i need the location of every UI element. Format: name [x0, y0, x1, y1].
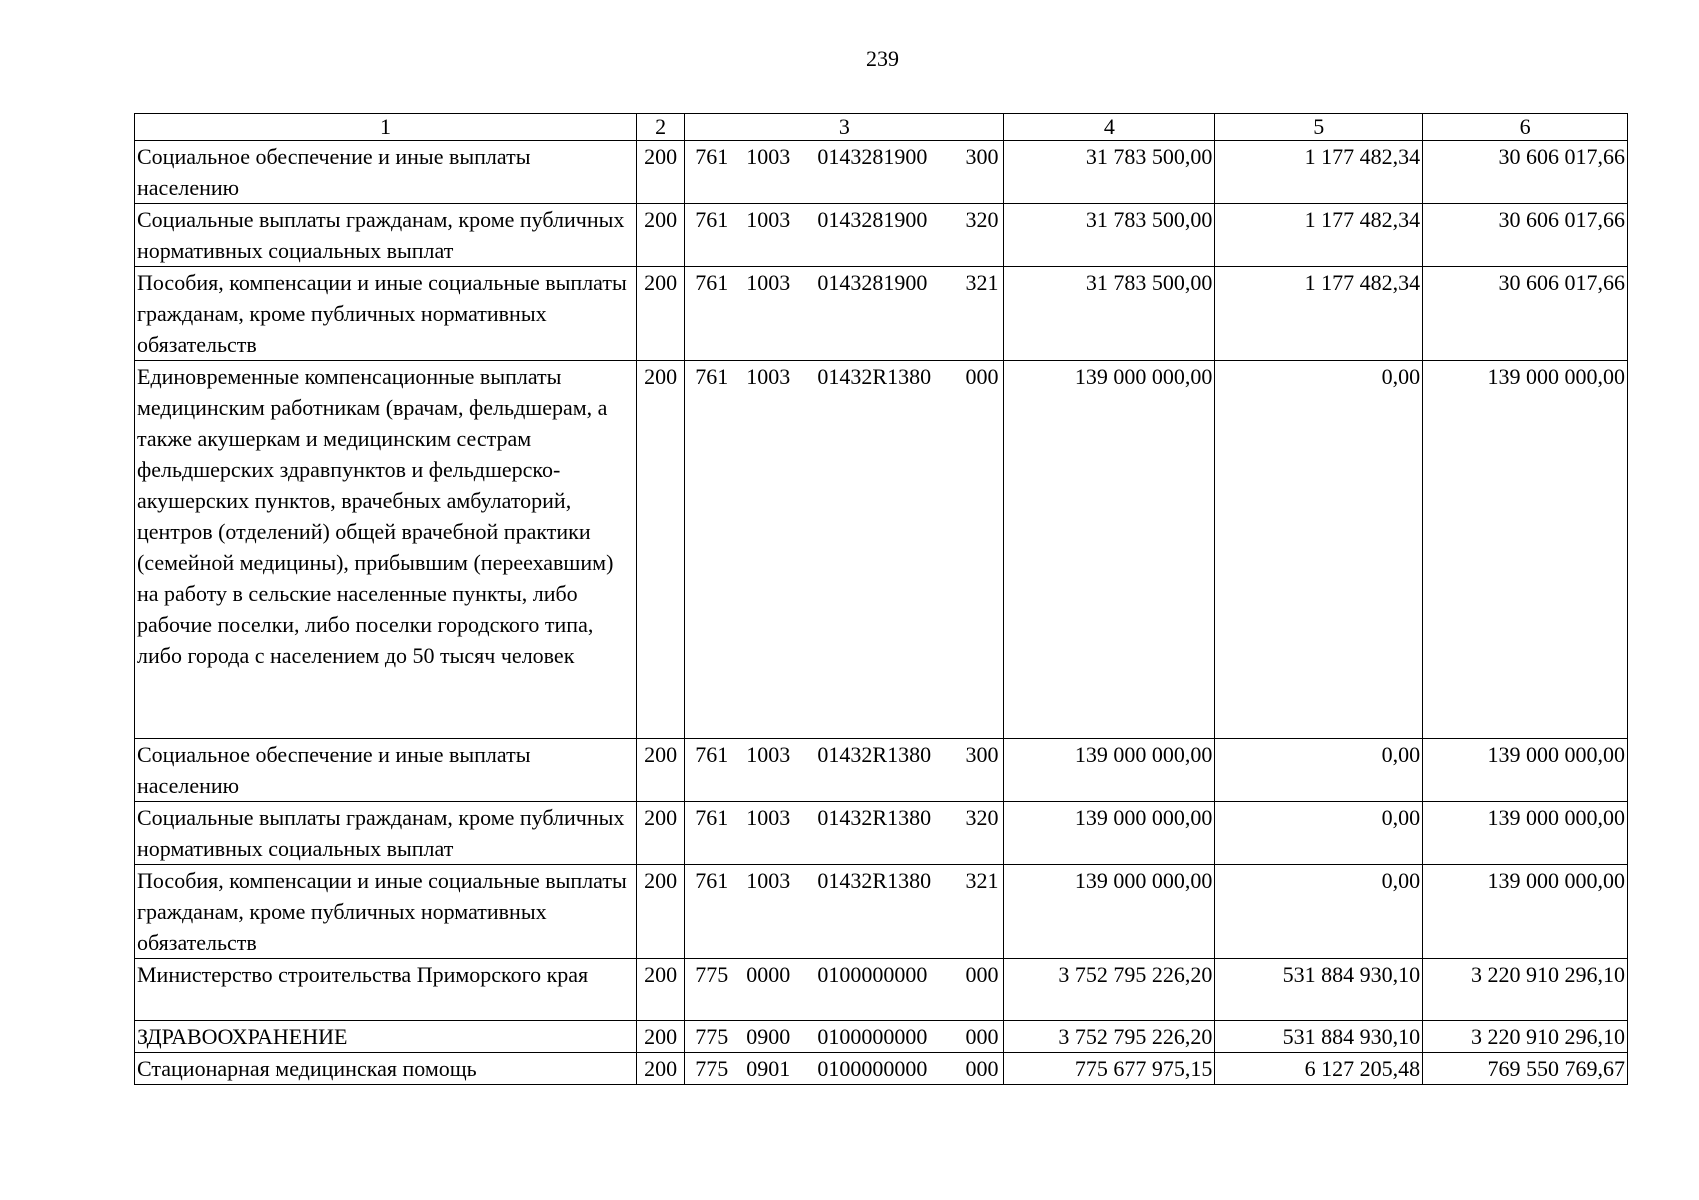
table-row — [135, 1021, 1628, 1053]
row-codes — [685, 865, 1004, 959]
row-col4: 139 000 000,00 — [1004, 802, 1215, 865]
column-header-1: 1 — [135, 114, 637, 141]
row-codes — [685, 739, 1004, 802]
code-expense-type: 000 — [965, 364, 999, 389]
row-col5: 531 884 930,10 — [1215, 959, 1423, 1021]
row-col2: 200 — [637, 1053, 685, 1085]
table-row — [135, 1053, 1628, 1085]
code-ministry: 761 — [695, 868, 729, 893]
table-row — [135, 361, 1628, 739]
row-name: Социальное обеспечение и иные выплаты населению — [135, 739, 637, 802]
code-ministry: 761 — [695, 270, 729, 295]
row-codes — [685, 267, 1004, 361]
row-codes — [685, 802, 1004, 865]
page-number: 239 — [866, 46, 899, 71]
code-section: 1003 — [746, 144, 791, 169]
row-col2: 200 — [637, 267, 685, 361]
code-section: 1003 — [746, 270, 791, 295]
code-section: 1003 — [746, 207, 791, 232]
row-codes — [685, 361, 1004, 739]
code-ministry: 761 — [695, 207, 729, 232]
row-col2: 200 — [637, 204, 685, 267]
row-col6: 3 220 910 296,10 — [1423, 959, 1628, 1021]
column-header-2: 2 — [637, 114, 685, 141]
code-ministry: 775 — [695, 1024, 729, 1049]
row-col6: 30 606 017,66 — [1423, 204, 1628, 267]
row-col4: 3 752 795 226,20 — [1004, 959, 1215, 1021]
code-expense-type: 300 — [965, 144, 999, 169]
table-row — [135, 865, 1628, 959]
column-header-5: 5 — [1215, 114, 1423, 141]
row-col4: 31 783 500,00 — [1004, 267, 1215, 361]
code-target: 0143281900 — [817, 144, 928, 169]
row-col4: 31 783 500,00 — [1004, 204, 1215, 267]
row-col4: 31 783 500,00 — [1004, 141, 1215, 204]
code-target: 0100000000 — [817, 1056, 928, 1081]
code-expense-type: 320 — [965, 805, 999, 830]
row-name: Единовременные компенсационные выплаты медицинским работникам (врачам, фельдшерам, а также акушеркам и медицинским сестрам фельдшерских здравпунктов и фельдшерско-акушерских пунктов, врачебных амбулаторий, центров (отделений) общей врачебной практики (семейной медицины), прибывшим (переехавшим) на работу в сельские населенные пункты, либо рабочие поселки, либо поселки городского типа, либо города с населением до 50 тысяч человек — [135, 361, 637, 739]
column-header-3: 3 — [685, 114, 1004, 141]
row-col5: 0,00 — [1215, 361, 1423, 739]
code-target: 01432R1380 — [817, 805, 932, 830]
code-section: 1003 — [746, 868, 791, 893]
row-col2: 200 — [637, 141, 685, 204]
row-col2: 200 — [637, 802, 685, 865]
row-col6: 30 606 017,66 — [1423, 141, 1628, 204]
row-col4: 775 677 975,15 — [1004, 1053, 1215, 1085]
row-name: Пособия, компенсации и иные социальные выплаты гражданам, кроме публичных нормативных обязательств — [135, 865, 637, 959]
row-col6: 139 000 000,00 — [1423, 739, 1628, 802]
row-col6: 139 000 000,00 — [1423, 361, 1628, 739]
row-col5: 0,00 — [1215, 739, 1423, 802]
row-col5: 1 177 482,34 — [1215, 267, 1423, 361]
code-section: 0900 — [746, 1024, 791, 1049]
table-row — [135, 267, 1628, 361]
row-name: Министерство строительства Приморского края — [135, 959, 637, 1021]
table-row — [135, 802, 1628, 865]
table-row — [135, 959, 1628, 1021]
code-expense-type: 000 — [965, 1056, 999, 1081]
code-ministry: 761 — [695, 364, 729, 389]
row-col2: 200 — [637, 739, 685, 802]
row-col4: 3 752 795 226,20 — [1004, 1021, 1215, 1053]
row-col2: 200 — [637, 959, 685, 1021]
row-name: Социальные выплаты гражданам, кроме публичных нормативных социальных выплат — [135, 802, 637, 865]
table-row — [135, 739, 1628, 802]
code-target: 01432R1380 — [817, 742, 932, 767]
code-ministry: 761 — [695, 144, 729, 169]
code-section: 1003 — [746, 805, 791, 830]
row-col6: 139 000 000,00 — [1423, 802, 1628, 865]
row-col6: 3 220 910 296,10 — [1423, 1021, 1628, 1053]
column-header-4: 4 — [1004, 114, 1215, 141]
row-col5: 531 884 930,10 — [1215, 1021, 1423, 1053]
table-row — [135, 204, 1628, 267]
row-codes — [685, 204, 1004, 267]
row-col6: 769 550 769,67 — [1423, 1053, 1628, 1085]
code-section: 1003 — [746, 364, 791, 389]
row-col2: 200 — [637, 865, 685, 959]
row-col5: 6 127 205,48 — [1215, 1053, 1423, 1085]
row-name: Пособия, компенсации и иные социальные выплаты гражданам, кроме публичных нормативных обязательств — [135, 267, 637, 361]
row-col5: 0,00 — [1215, 865, 1423, 959]
row-codes — [685, 1053, 1004, 1085]
row-col2: 200 — [637, 1021, 685, 1053]
code-ministry: 775 — [695, 1056, 729, 1081]
row-col5: 1 177 482,34 — [1215, 204, 1423, 267]
row-col5: 0,00 — [1215, 802, 1423, 865]
row-codes — [685, 141, 1004, 204]
row-col4: 139 000 000,00 — [1004, 361, 1215, 739]
code-target: 0100000000 — [817, 962, 928, 987]
code-ministry: 775 — [695, 962, 729, 987]
code-target: 0143281900 — [817, 207, 928, 232]
row-col4: 139 000 000,00 — [1004, 865, 1215, 959]
code-target: 01432R1380 — [817, 364, 932, 389]
code-expense-type: 000 — [965, 962, 999, 987]
row-codes — [685, 959, 1004, 1021]
code-ministry: 761 — [695, 805, 729, 830]
row-name: Социальное обеспечение и иные выплаты населению — [135, 141, 637, 204]
row-col2: 200 — [637, 361, 685, 739]
column-header-6: 6 — [1423, 114, 1628, 141]
code-ministry: 761 — [695, 742, 729, 767]
code-section: 1003 — [746, 742, 791, 767]
code-expense-type: 000 — [965, 1024, 999, 1049]
code-expense-type: 300 — [965, 742, 999, 767]
code-target: 0100000000 — [817, 1024, 928, 1049]
row-col6: 30 606 017,66 — [1423, 267, 1628, 361]
code-expense-type: 321 — [965, 868, 999, 893]
row-codes — [685, 1021, 1004, 1053]
row-col5: 1 177 482,34 — [1215, 141, 1423, 204]
code-expense-type: 321 — [965, 270, 999, 295]
row-name: Социальные выплаты гражданам, кроме публичных нормативных социальных выплат — [135, 204, 637, 267]
row-name: Стационарная медицинская помощь — [135, 1053, 637, 1085]
table-row — [135, 141, 1628, 204]
row-col6: 139 000 000,00 — [1423, 865, 1628, 959]
budget-table — [134, 113, 1628, 1085]
code-target: 01432R1380 — [817, 868, 932, 893]
row-col4: 139 000 000,00 — [1004, 739, 1215, 802]
code-section: 0000 — [746, 962, 791, 987]
table-header-row — [135, 114, 1628, 141]
row-name: ЗДРАВООХРАНЕНИЕ — [135, 1021, 637, 1053]
code-target: 0143281900 — [817, 270, 928, 295]
code-expense-type: 320 — [965, 207, 999, 232]
code-section: 0901 — [746, 1056, 791, 1081]
